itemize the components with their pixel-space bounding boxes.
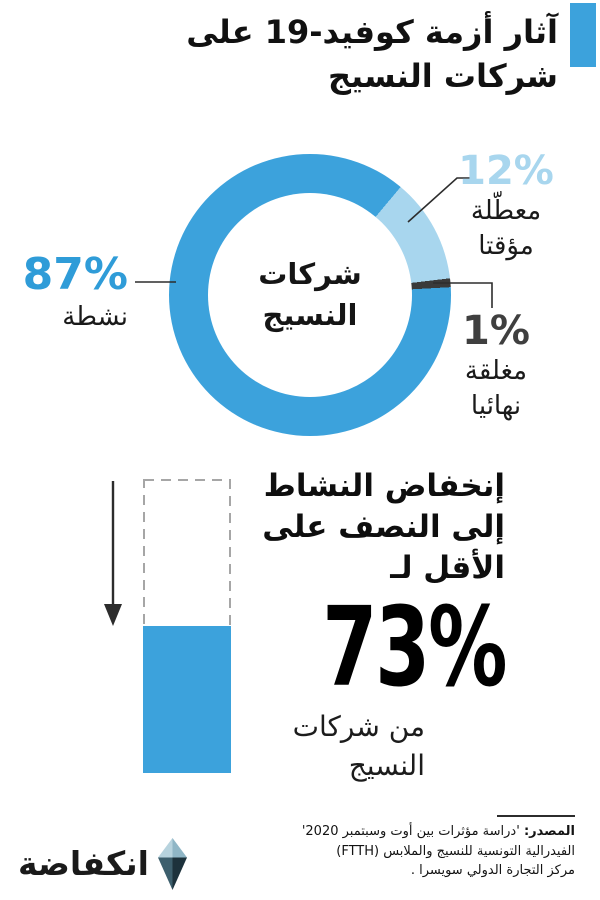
segment-name-temporarily-idle-line-1: معطّلة bbox=[470, 196, 542, 226]
capacity-bar-chart bbox=[143, 479, 231, 773]
source-block bbox=[235, 822, 575, 881]
diamond-gem-icon bbox=[158, 838, 187, 890]
source-line-3: مركز التجارة الدولي سويسرا . bbox=[410, 863, 575, 878]
brand-logo bbox=[18, 838, 187, 890]
segment-label-active bbox=[23, 250, 128, 335]
page-title-line-2: شركات النسيج bbox=[327, 57, 558, 95]
stat-subtext-line-2: النسيج bbox=[348, 749, 425, 782]
page-title bbox=[186, 10, 558, 98]
segment-name-permanently-closed-line-1: مغلقة bbox=[464, 356, 528, 386]
bar-fill bbox=[143, 626, 231, 773]
page-title-line-1: آثار أزمة كوفيد-19 على bbox=[186, 13, 558, 51]
donut-center-line-1: شركات bbox=[258, 257, 362, 291]
segment-label-temporarily-idle bbox=[458, 148, 554, 264]
segment-name-permanently-closed-line-2: نهائيا bbox=[470, 391, 522, 421]
stat-subtext bbox=[251, 707, 425, 785]
donut-center-line-2: النسيج bbox=[262, 298, 358, 332]
stat-text-block bbox=[251, 466, 505, 785]
stat-line-3: الأقل لـ bbox=[390, 550, 505, 586]
stat-line-1: إنخفاض النشاط bbox=[263, 468, 505, 504]
segment-pct-temporarily-idle: 12% bbox=[458, 148, 554, 194]
segment-pct-permanently-closed: 1% bbox=[462, 308, 530, 354]
source-line-1 bbox=[235, 822, 575, 842]
brand-logo-text: انكفاضة bbox=[18, 844, 149, 883]
segment-pct-active: 87% bbox=[22, 249, 128, 300]
segment-name-temporarily-idle-line-2: مؤقتا bbox=[478, 231, 534, 261]
donut-chart bbox=[169, 154, 451, 436]
segment-label-permanently-closed bbox=[448, 308, 544, 424]
accent-square bbox=[570, 3, 596, 67]
down-arrow-icon bbox=[98, 477, 130, 629]
stat-subtext-line-1: من شركات bbox=[292, 710, 425, 743]
donut-hole bbox=[208, 193, 412, 397]
big-stat-line bbox=[251, 583, 505, 711]
segment-name-active: نشطة bbox=[62, 302, 128, 332]
stat-line-2: إلى النصف على bbox=[262, 509, 505, 545]
donut-center-label bbox=[258, 254, 361, 336]
source-line-1-text: 'دراسة مؤثرات بين أوت وسبتمبر 2020' bbox=[301, 824, 520, 839]
source-label: المصدر: bbox=[523, 824, 575, 839]
source-divider bbox=[497, 815, 575, 817]
source-line-2: الفيدرالية التونسية للنسيج والملابس (FTTH) bbox=[336, 843, 575, 859]
big-stat-value: 73% bbox=[321, 583, 505, 711]
